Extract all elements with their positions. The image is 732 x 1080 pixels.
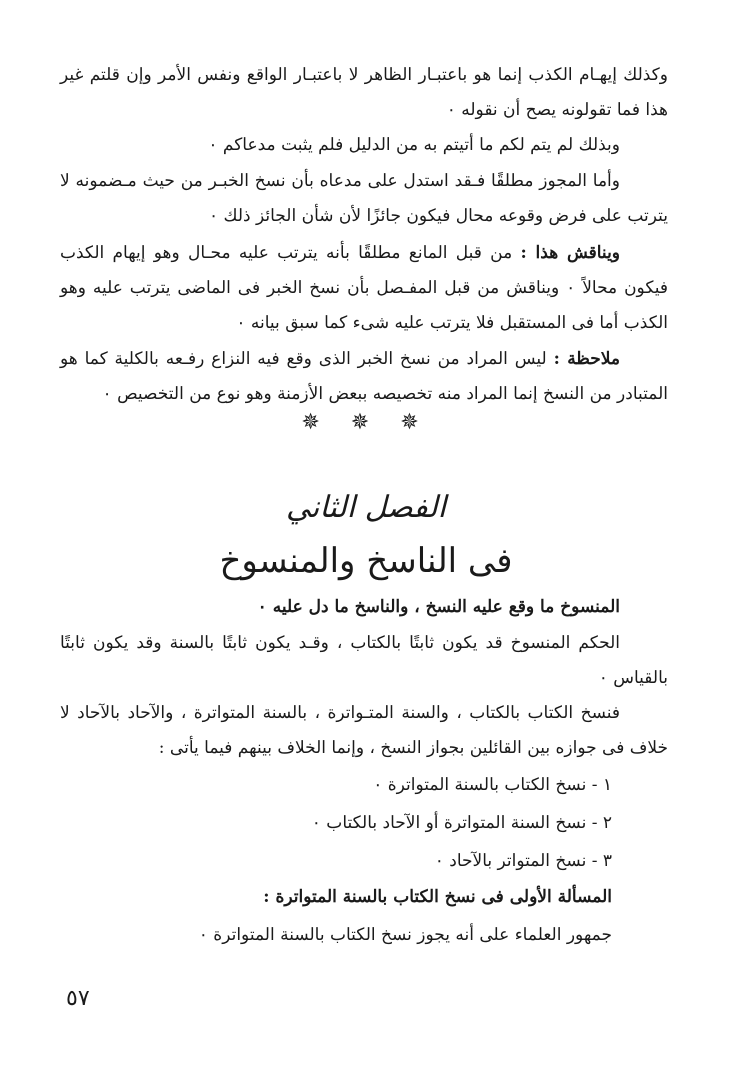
list-item: ٢ - نسخ السنة المتواترة أو الآحاد بالكتاب ٠ <box>311 813 612 833</box>
section-separator: ✵ ✵ ✵ <box>301 410 431 435</box>
paragraph-5 <box>60 342 668 412</box>
issue-heading: المسألة الأولى فى نسخ الكتاب بالسنة المتواترة : <box>263 887 612 907</box>
issue-paragraph-1: جمهور العلماء على أنه يجوز نسخ الكتاب بالسنة المتواترة ٠ <box>198 925 612 945</box>
list-item: ٣ - نسخ المتواتر بالآحاد ٠ <box>434 851 612 871</box>
chapter-number: الفصل الثاني <box>286 490 446 525</box>
paragraph-4-label: ويناقش هذا : <box>520 243 621 263</box>
paragraph-1: وكذلك إيهـام الكذب إنما هو باعتبـار الظاهر لا باعتبـار الواقع ونفس الأمر وإن قلتم غير هذا فما تقولونه يصح أن نقوله ٠ <box>60 65 668 120</box>
section-paragraph-2: فنسخ الكتاب بالكتاب ، والسنة المتـواترة ، بالسنة المتواترة ، والآحاد بالآحاد لا خلاف فى جوازه بين القائلين بجواز النسخ ، وإنما الخلاف بينهم فيما يأتى : <box>60 703 668 758</box>
page-number: ٥٧ <box>66 986 90 1011</box>
paragraph-4-text: من قبل المانع مطلقًا بأنه يترتب عليه محـال وهو إيهام الكذب فيكون محالاً ٠ ويناقش من قبل المفـصل بأن نسخ الخبر فى الماضى يترتب عليه وهو الكذب أما فى المستقبل فلا يترتب عليه شىء كما سبق بيانه ٠ <box>60 243 668 333</box>
chapter-title: فى الناسخ والمنسوخ <box>219 541 513 581</box>
paragraph-4 <box>60 236 668 341</box>
paragraph-5-label: ملاحظة : <box>553 349 621 369</box>
list-item: ١ - نسخ الكتاب بالسنة المتواترة ٠ <box>373 775 612 795</box>
paragraph-2: وبذلك لم يتم لكم ما أتيتم به من الدليل فلم يثبت مدعاكم ٠ <box>208 135 620 155</box>
definition-heading: المنسوخ ما وقع عليه النسخ ، والناسخ ما دل عليه ٠ <box>257 597 620 617</box>
paragraph-3: وأما المجوز مطلقًا فـقد استدل على مدعاه بأن نسخ الخبـر من حيث مـضمونه لا يترتب على فرض وقوعه محال فيكون جائزًا لأن شأن الجائز ذلك ٠ <box>60 171 668 226</box>
section-paragraph-1: الحكم المنسوخ قد يكون ثابتًا بالكتاب ، وقـد يكون ثابتًا بالسنة وقد يكون ثابتًا بالقياس ٠ <box>60 633 668 688</box>
paragraph-5-text: ليس المراد من نسخ الخبر الذى وقع فيه النزاع رفـعه بالكلية كما هو المتبادر من النسخ إنما المراد منه تخصيصه ببعض الأزمنة وهو نوع من التخصيص ٠ <box>60 349 668 404</box>
